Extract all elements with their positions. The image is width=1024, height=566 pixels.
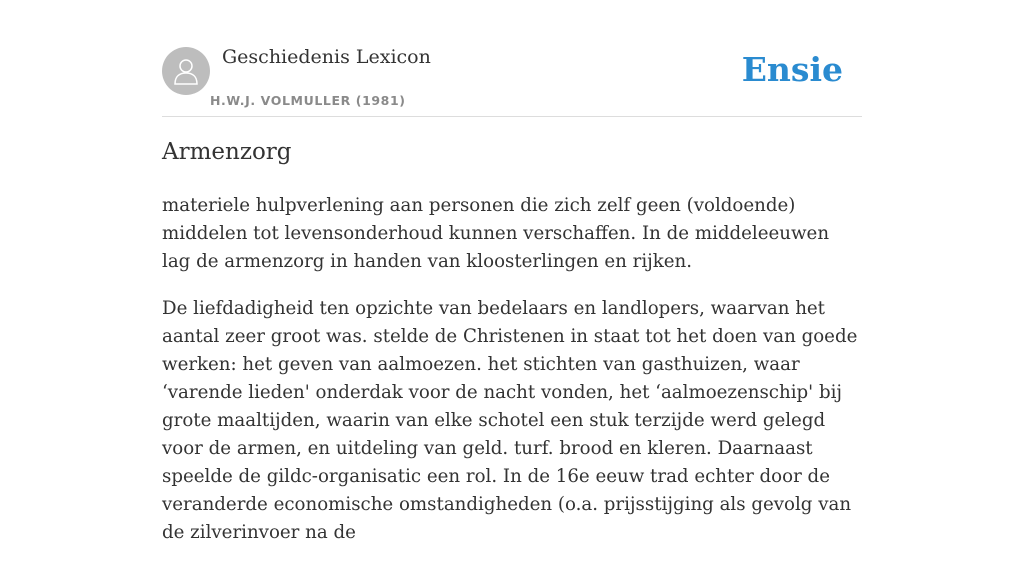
- brand-logo[interactable]: Ensie: [741, 50, 843, 89]
- source-author[interactable]: H.W.J. VOLMULLER (1981): [210, 93, 406, 108]
- page-title: Armenzorg: [162, 139, 292, 165]
- article-paragraph: materiele hulpverlening aan personen die zich zelf geen (voldoende) middelen tot levensonderhoud kunnen verschaffen. In de middeleeuwen lag de armenzorg in handen van kloosterlingen en rijken.: [162, 195, 830, 272]
- user-icon[interactable]: [162, 47, 210, 95]
- user-icon-glyph: [171, 56, 201, 86]
- article-paragraph: De liefdadigheid ten opzichte van bedelaars en landlopers, waarvan het aantal zeer groot was. stelde de Christenen in staat tot het doen van goede werken: het geven van aalmoezen. het stichten van gasthuizen, waar ‘varende lieden' onderdak voor de nacht vonden, het ‘aalmoezenschip' bij grote maaltijden, waarin van elke schotel een stuk terzijde werd gelegd voor de armen, en uitdeling van geld. turf. brood en kleren. Daarnaast speelde de gildc-organisatic een rol. In de 16e eeuw trad echter door de veranderde economische omstandigheden (o.a. prijsstijging als gevolg van de zilverinvoer na de: [162, 298, 858, 543]
- source-header: [162, 42, 862, 117]
- article-body: [162, 192, 862, 566]
- source-title[interactable]: Geschiedenis Lexicon: [222, 46, 431, 68]
